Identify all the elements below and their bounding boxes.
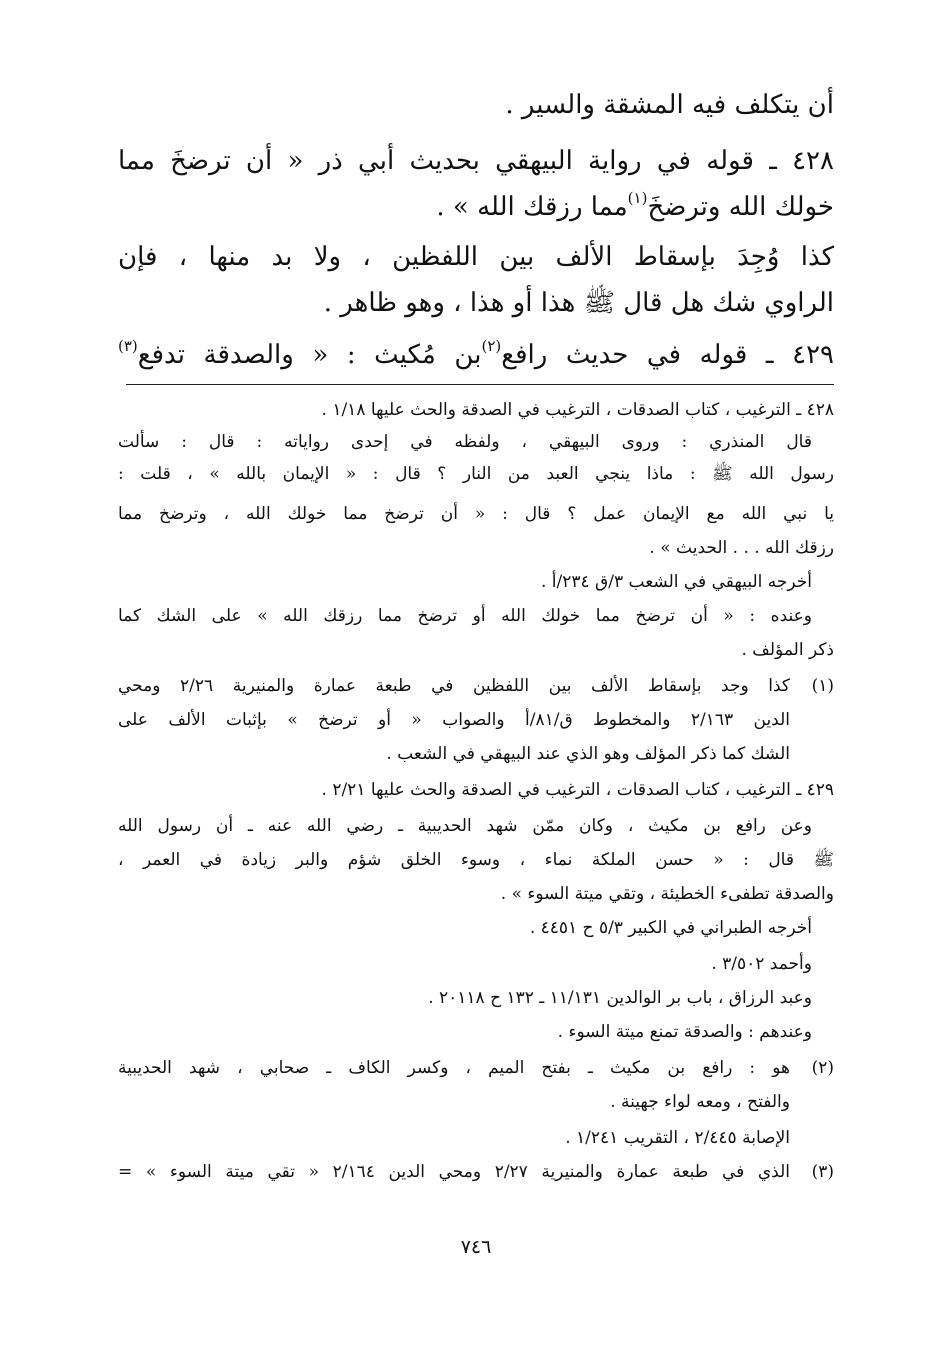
main-line-3-part-1: خولك الله وترضخَ — [647, 192, 834, 222]
footnote-line: يا نبي الله مع الإيمان عمل ؟ قال : « أن ترضخ مما خولك الله ، وترضخ مما — [118, 504, 834, 524]
footnote-line: وعندهم : والصدقة تمنع ميتة السوء . — [557, 1022, 812, 1042]
footnote-number-2: (٢) — [811, 1058, 834, 1078]
page-number: ٧٤٦ — [460, 1236, 492, 1258]
footnote-line: الإصابة ٢/٤٤٥ ، التقريب ١/٢٤١ . — [565, 1128, 790, 1148]
footnote-line: هو : رافع بن مكيث ـ بفتح الميم ، وكسر الكاف ـ صحابي ، شهد الحديبية — [118, 1058, 790, 1078]
footnote-line: كذا وجد بإسقاط الألف بين اللفظين في طبعة عمارة والمنيرية ٢/٢٦ ومحي — [118, 676, 790, 696]
main-line-6 — [118, 337, 835, 370]
footnote-line: وعنده : « أن ترضخ مما خولك الله أو ترضخ مما رزقك الله » على الشك كما — [118, 606, 812, 626]
main-line-1: أن يتكلف فيه المشقة والسير . — [505, 90, 834, 120]
footnote-line: ذكر المؤلف . — [741, 640, 834, 660]
main-line-6-part-2: بن مُكيث : « والصدقة تدفع — [137, 340, 482, 370]
main-line-6-part-1: ٤٢٩ ـ قوله في حديث رافع — [501, 340, 835, 370]
footnote-line: والفتح ، ومعه لواء جهينة . — [610, 1092, 790, 1112]
footnote-line: وعبد الرزاق ، باب بر الوالدين ١١/١٣١ ـ ١٣٢ ح ٢٠١١٨ . — [428, 988, 812, 1008]
main-line-3-part-2: مما رزقك الله » . — [436, 192, 628, 222]
footnote-line: وعن رافع بن مكيث ، وكان ممّن شهد الحديبية ـ رضي الله عنه ـ أن رسول الله — [118, 816, 812, 836]
footnote-line: الدين ٢/١٦٣ والمخطوط ق/٨١/أ والصواب « أو ترضخ » بإثبات الألف على — [118, 710, 791, 730]
main-line-2: ٤٢٨ ـ قوله في رواية البيهقي بحديث أبي ذر « أن ترضخَ مما — [118, 146, 834, 176]
footnote-line: الشك كما ذكر المؤلف وهو الذي عند البيهقي في الشعب . — [386, 744, 790, 764]
main-line-3 — [436, 189, 834, 222]
footnote-number-1: (١) — [811, 676, 834, 696]
footnote-line: أخرجه البيهقي في الشعب ٣/ق ٢٣٤/أ . — [540, 572, 812, 592]
footnote-line: أخرجه الطبراني في الكبير ٥/٣ ح ٤٤٥١ . — [529, 918, 812, 938]
footnote-line: والصدقة تطفىء الخطيئة ، وتقي ميتة السوء » . — [500, 884, 834, 904]
footnote-separator — [126, 384, 834, 385]
footnote-ref-3[interactable]: (٣) — [118, 337, 138, 355]
footnote-ref-1[interactable]: (١) — [627, 189, 648, 207]
main-line-5: الراوي شك هل قال ﷺ هذا أو هذا ، وهو ظاهر . — [323, 288, 834, 318]
footnote-line: الذي في طبعة عمارة والمنيرية ٢/٢٧ ومحي الدين ٢/١٦٤ « تقي ميتة السوء » = — [118, 1162, 791, 1182]
footnote-line: ﷺ قال : « حسن الملكة نماء ، وسوء الخلق شؤم والبر زيادة في العمر ، — [118, 850, 834, 870]
footnote-line: ٤٢٩ ـ الترغيب ، كتاب الصدقات ، الترغيب في الصدقة والحث عليها ٢/٢١ . — [321, 780, 834, 800]
footnote-line: ٤٢٨ ـ الترغيب ، كتاب الصدقات ، الترغيب في الصدقة والحث عليها ١/١٨ . — [321, 400, 834, 420]
footnote-line: قال المنذري : وروى البيهقي ، ولفظه في إحدى رواياته : قال : سألت — [118, 432, 812, 452]
footnote-ref-2[interactable]: (٢) — [481, 337, 502, 355]
main-line-4: كذا وُجِدَ بإسقاط الألف بين اللفظين ، ولا بد منها ، فإن — [118, 242, 834, 272]
footnote-number-3: (٣) — [811, 1162, 834, 1182]
footnote-line: رسول الله ﷺ : ماذا ينجي العبد من النار ؟ قال : « الإيمان بالله » ، قلت : — [118, 464, 834, 484]
footnote-line: وأحمد ٣/٥٠٢ . — [711, 954, 812, 974]
footnote-line: رزقك الله . . . الحديث » . — [649, 538, 834, 558]
